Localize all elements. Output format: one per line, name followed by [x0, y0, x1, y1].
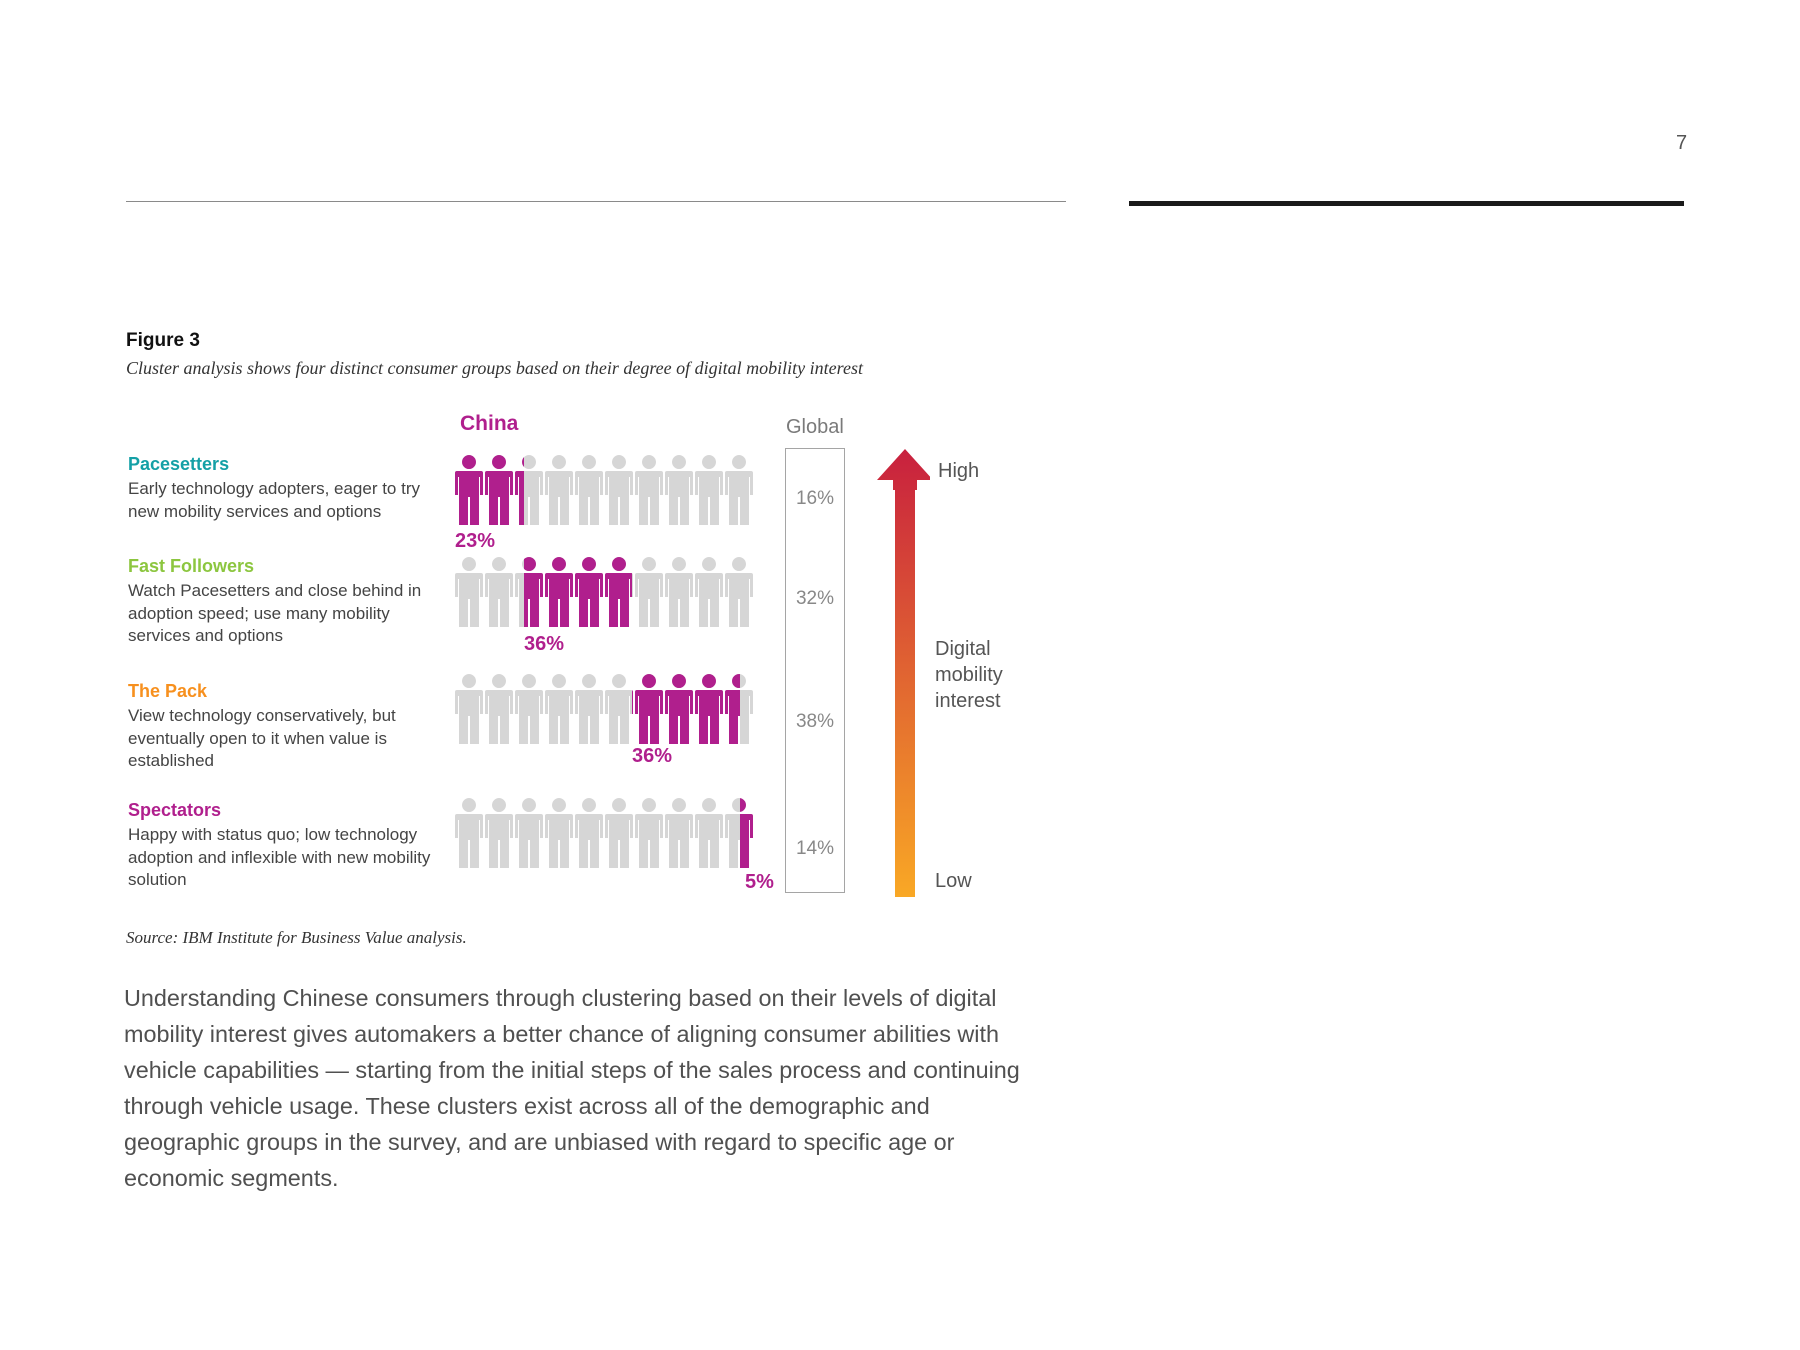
person-icon-highlight — [485, 455, 513, 525]
person-icon — [545, 455, 573, 525]
person-row-1 — [455, 557, 753, 627]
person-icon — [545, 798, 573, 868]
person-icon-highlight — [665, 674, 693, 744]
person-icon — [725, 557, 753, 627]
person-icon — [545, 674, 573, 744]
body-paragraph: Understanding Chinese consumers through clustering based on their levels of digital mobility interest gives automakers a better chance of aligning consumer abilities with vehicle capabilities — starting from the initial steps of the sales process and continuing through vehicle usage. These clusters exist across all of the demographic and geographic groups in the survey, and are unbiased with regard to specific age or economic segments. — [124, 985, 1020, 1191]
group-desc-fast-followers: Watch Pacesetters and close behind in adoption speed; use many mobility services and options — [128, 581, 422, 645]
person-icon-highlight — [545, 557, 573, 627]
person-icon — [695, 455, 723, 525]
group-desc-the-pack: View technology conservatively, but eventually open to it when value is established — [128, 706, 396, 770]
person-icon — [605, 674, 633, 744]
china-value-label: 23% — [455, 530, 496, 552]
person-row-3 — [455, 798, 753, 868]
person-icon — [695, 798, 723, 868]
group-name-spectators: Spectators — [128, 800, 222, 820]
group-name-the-pack: The Pack — [128, 681, 208, 701]
person-icon — [725, 455, 753, 525]
global-box — [785, 448, 845, 893]
person-icon — [515, 674, 543, 744]
person-icon — [665, 455, 693, 525]
china-value-label: 36% — [524, 633, 565, 655]
global-value-fast-followers: 32% — [795, 588, 835, 609]
group-desc-pacesetters: Early technology adopters, eager to try new mobility services and options — [128, 479, 420, 521]
global-value-spectators: 14% — [795, 838, 835, 859]
figure-caption: Cluster analysis shows four distinct consumer groups based on their degree of digital mobility interest — [126, 358, 863, 378]
person-icon — [635, 798, 663, 868]
page-number: 7 — [1676, 132, 1688, 154]
interest-arrow — [870, 445, 930, 900]
group-name-fast-followers: Fast Followers — [128, 556, 255, 576]
china-value-label: 5% — [745, 871, 774, 893]
person-icon — [455, 674, 483, 744]
global-value-the-pack: 38% — [795, 711, 835, 732]
pictogram-chart — [455, 445, 775, 905]
person-icon — [485, 798, 513, 868]
person-icon — [485, 557, 513, 627]
china-label: China — [460, 412, 519, 435]
person-icon-highlight — [605, 557, 633, 627]
group-desc-spectators: Happy with status quo; low technology adoption and inflexible with new mobility solution — [128, 825, 431, 889]
person-icon — [605, 798, 633, 868]
person-icon — [635, 557, 663, 627]
person-icon — [485, 674, 513, 744]
axis-high-label: High — [938, 460, 980, 482]
person-icon-highlight — [635, 674, 663, 744]
person-icon — [575, 455, 603, 525]
person-icon-highlight — [575, 557, 603, 627]
person-icon — [665, 557, 693, 627]
person-icon — [635, 455, 663, 525]
person-icon — [605, 455, 633, 525]
axis-low-label: Low — [935, 870, 972, 892]
global-label: Global — [786, 416, 844, 438]
person-icon — [575, 798, 603, 868]
person-icon — [515, 798, 543, 868]
figure-source: Source: IBM Institute for Business Value analysis. — [126, 928, 467, 947]
header-rule-right — [1129, 201, 1684, 206]
person-icon — [455, 798, 483, 868]
person-icon-highlight — [455, 455, 483, 525]
person-icon-highlight — [695, 674, 723, 744]
person-icon — [575, 674, 603, 744]
person-icon — [455, 557, 483, 627]
figure-label: Figure 3 — [126, 330, 200, 351]
axis-label: Digital mobility interest — [935, 638, 1003, 712]
global-value-pacesetters: 16% — [795, 488, 835, 509]
person-icon — [695, 557, 723, 627]
china-value-label: 36% — [632, 745, 673, 767]
person-icon — [665, 798, 693, 868]
group-name-pacesetters: Pacesetters — [128, 454, 230, 474]
header-rule-left — [126, 201, 1066, 202]
arrow-shape — [877, 449, 930, 897]
